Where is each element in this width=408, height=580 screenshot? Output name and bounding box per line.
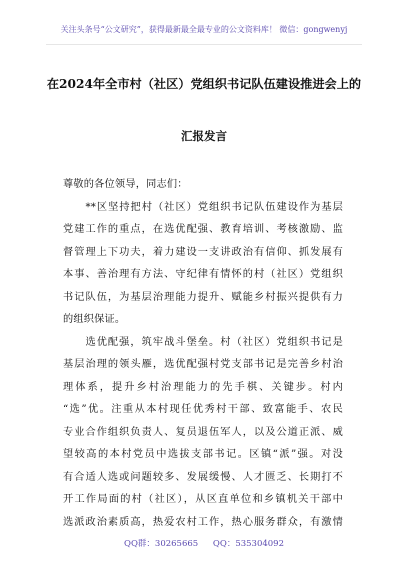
header-divider: [46, 44, 362, 45]
body-line: 理体系，提升乡村治理能力的先手棋、关键步。村内: [63, 381, 343, 393]
document-subtitle: 汇报发言: [181, 129, 227, 143]
body-line: 的组织保证。: [63, 314, 126, 325]
footer-qq-group: QQ群：30265665: [123, 539, 199, 549]
body-line: 选派政治素质高，热爱农村工作，热心服务群众，有激情: [63, 516, 343, 528]
body-line: “选”优。注重从本村现任优秀村干部、致富能手、农民: [63, 404, 343, 415]
body-line: 选优配强，筑牢战斗堡垒。村（社区）党组织书记是: [63, 336, 343, 348]
body-line: 专业合作组织负责人、复员退伍军人，以及公道正派、威: [63, 426, 343, 438]
salutation-line: 尊敬的各位领导，同志们：: [63, 179, 188, 190]
body-line: 有合适人选或问题较多、发展缓慢、人才匮乏、长期打不: [63, 471, 343, 483]
footer-qq: QQ：535304092: [212, 539, 284, 549]
body-line: 书记队伍，为基层治理能力提升、赋能乡村振兴提供有力: [63, 291, 343, 303]
body-line: 开工作局面的村（社区），从区直单位和乡镇机关干部中: [63, 494, 343, 505]
header-banner: 关注头条号“公文研究”，获得最新最全最专业的公文资料库！ 微信：gongwenyj: [60, 25, 348, 34]
body-line: **区坚持把村（社区）党组织书记队伍建设作为基层: [63, 201, 343, 213]
footer-contact: [0, 537, 408, 549]
body-line: 望较高的本村党员中选拔支部书记。区镇“派”强。对没: [63, 449, 343, 460]
body-line: 督管理上下功夫，着力建设一支讲政治有信仰、抓发展有: [63, 246, 343, 258]
body-line: 党建工作的重点，在选优配强、教育培训、考核激励、监: [63, 224, 343, 235]
body-line: 本事、善治理有方法、守纪律有情怀的村（社区）党组织: [63, 269, 343, 280]
body-line: 基层治理的领头雁，选优配强村党支部书记是完善乡村治: [63, 359, 343, 370]
document-title: 在2024年全市村（社区）党组织书记队伍建设推进会上的: [46, 77, 362, 91]
document-body: [63, 174, 343, 534]
